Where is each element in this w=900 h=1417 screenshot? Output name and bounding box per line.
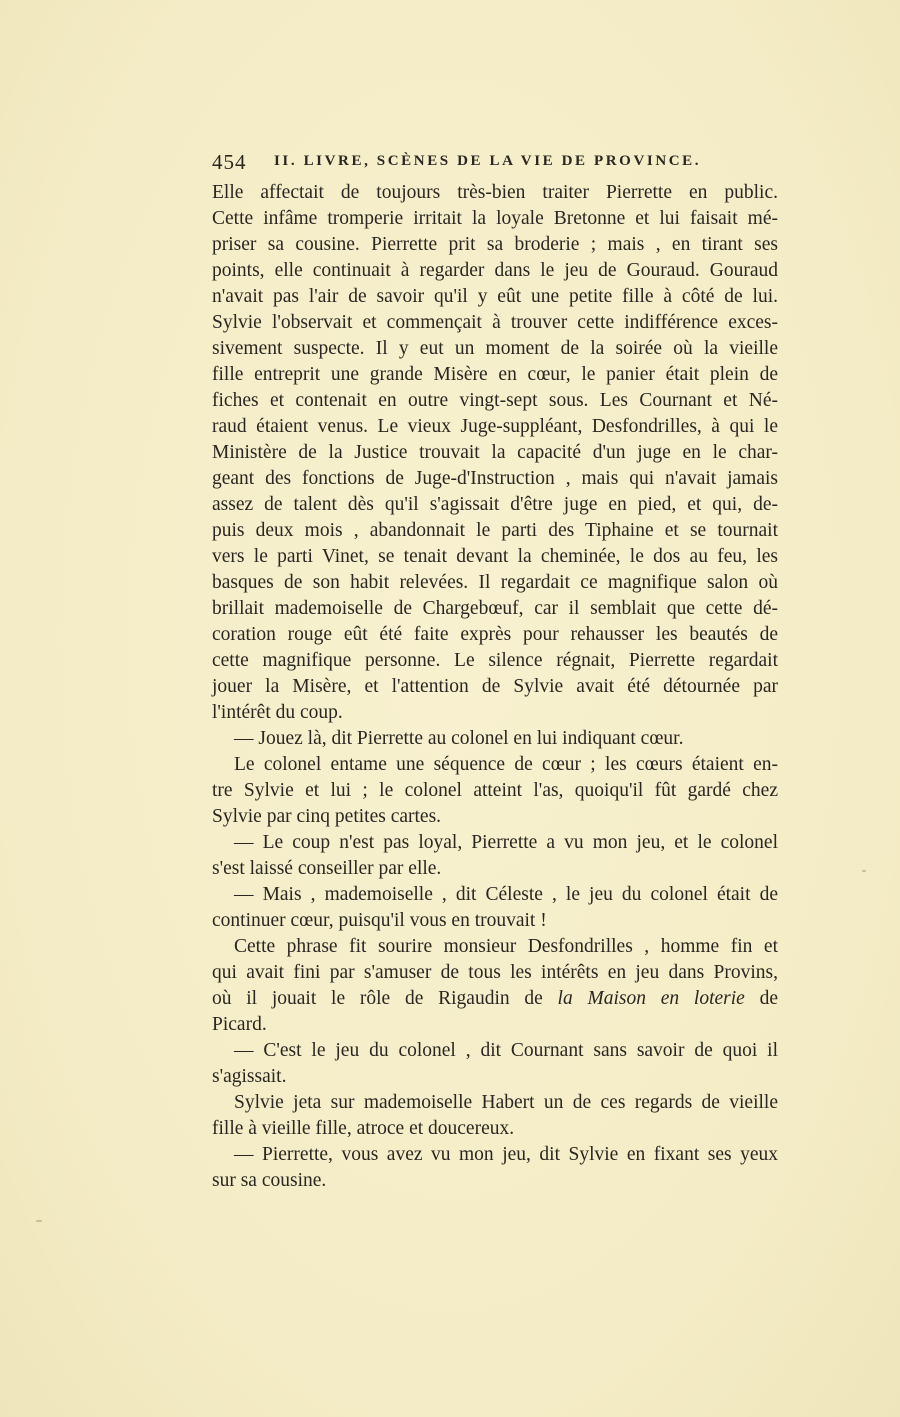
text-line: brillait mademoiselle de Chargebœuf, car il semblait que cette dé- [212, 598, 778, 619]
text-line: — Pierrette, vous avez vu mon jeu, dit Sylvie en fixant ses yeux [234, 1144, 778, 1165]
paper-speck [862, 870, 866, 872]
running-head: II. LIVRE, SCÈNES DE LA VIE DE PROVINCE. [274, 153, 702, 169]
text-line: — Jouez là, dit Pierrette au colonel en lui indiquant cœur. [234, 728, 684, 749]
text-line: continuer cœur, puisqu'il vous en trouvait ! [212, 910, 547, 931]
text-line: — C'est le jeu du colonel , dit Cournant sans savoir de quoi il [234, 1040, 778, 1061]
text-line: fille entreprit une grande Misère en cœur, le panier était plein de [212, 364, 778, 385]
text-line: coration rouge eût été faite exprès pour rehausser les beautés de [212, 624, 778, 645]
text-line: fiches et contenait en outre vingt-sept sous. Les Cournant et Né- [212, 390, 778, 411]
text-line: sivement suspecte. Il y eut un moment de la soirée où la vieille [212, 338, 778, 359]
text-line: assez de talent dès qu'il s'agissait d'être juge en pied, et qui, de- [212, 494, 778, 515]
text-line: n'avait pas l'air de savoir qu'il y eût une petite fille à côté de lui. [212, 286, 778, 307]
text-line: tre Sylvie et lui ; le colonel atteint l'as, quoiqu'il fût gardé chez [212, 780, 778, 801]
text-line: Sylvie par cinq petites cartes. [212, 806, 442, 827]
text-line: puis deux mois , abandonnait le parti des Tiphaine et se tournait [212, 520, 778, 541]
body-text [212, 180, 778, 1194]
text-line: Sylvie l'observait et commençait à trouver cette indifférence exces- [212, 312, 778, 333]
text-line: sur sa cousine. [212, 1170, 327, 1191]
text-line: — Le coup n'est pas loyal, Pierrette a vu mon jeu, et le colonel [234, 832, 778, 853]
italic-title: la Maison en loterie [557, 988, 745, 1009]
text-line: qui avait fini par s'amuser de tous les intérêts en jeu dans Provins, [212, 962, 778, 983]
paper-speck [36, 1220, 42, 1222]
text-line: Sylvie jeta sur mademoiselle Habert un de ces regards de vieille [234, 1092, 778, 1113]
text-line: s'agissait. [212, 1066, 287, 1087]
text-line: basques de son habit relevées. Il regardait ce magnifique salon où [212, 572, 778, 593]
text-line [212, 986, 778, 1012]
text-line: Ministère de la Justice trouvait la capacité d'un juge en le char- [212, 442, 778, 463]
text-line: fille à vieille fille, atroce et doucereux. [212, 1118, 515, 1139]
text-segment: où il jouait le rôle de Rigaudin de [212, 988, 558, 1009]
text-line: points, elle continuait à regarder dans le jeu de Gouraud. Gouraud [212, 260, 778, 281]
text-line: jouer la Misère, et l'attention de Sylvie avait été détournée par [212, 676, 778, 697]
page-header [212, 150, 778, 180]
text-segment: de [744, 988, 778, 1009]
text-line: — Mais , mademoiselle , dit Céleste , le jeu du colonel était de [234, 884, 778, 905]
text-line: Elle affectait de toujours très-bien traiter Pierrette en public. [212, 182, 778, 203]
text-line: geant des fonctions de Juge-d'Instruction , mais qui n'avait jamais [212, 468, 778, 489]
text-line: priser sa cousine. Pierrette prit sa broderie ; mais , en tirant ses [212, 234, 778, 255]
text-line: Picard. [212, 1014, 267, 1035]
text-line: s'est laissé conseiller par elle. [212, 858, 442, 879]
page-number: 454 [212, 150, 247, 174]
text-line: Le colonel entame une séquence de cœur ; les cœurs étaient en- [234, 754, 778, 775]
text-line: vers le parti Vinet, se tenait devant la cheminée, le dos au feu, les [212, 546, 778, 567]
text-line: l'intérêt du coup. [212, 702, 343, 723]
text-line: raud étaient venus. Le vieux Juge-suppléant, Desfondrilles, à qui le [212, 416, 778, 437]
text-line: cette magnifique personne. Le silence régnait, Pierrette regardait [212, 650, 778, 671]
text-line: Cette infâme tromperie irritait la loyale Bretonne et lui faisait mé- [212, 208, 778, 229]
text-line: Cette phrase fit sourire monsieur Desfondrilles , homme fin et [234, 936, 778, 957]
